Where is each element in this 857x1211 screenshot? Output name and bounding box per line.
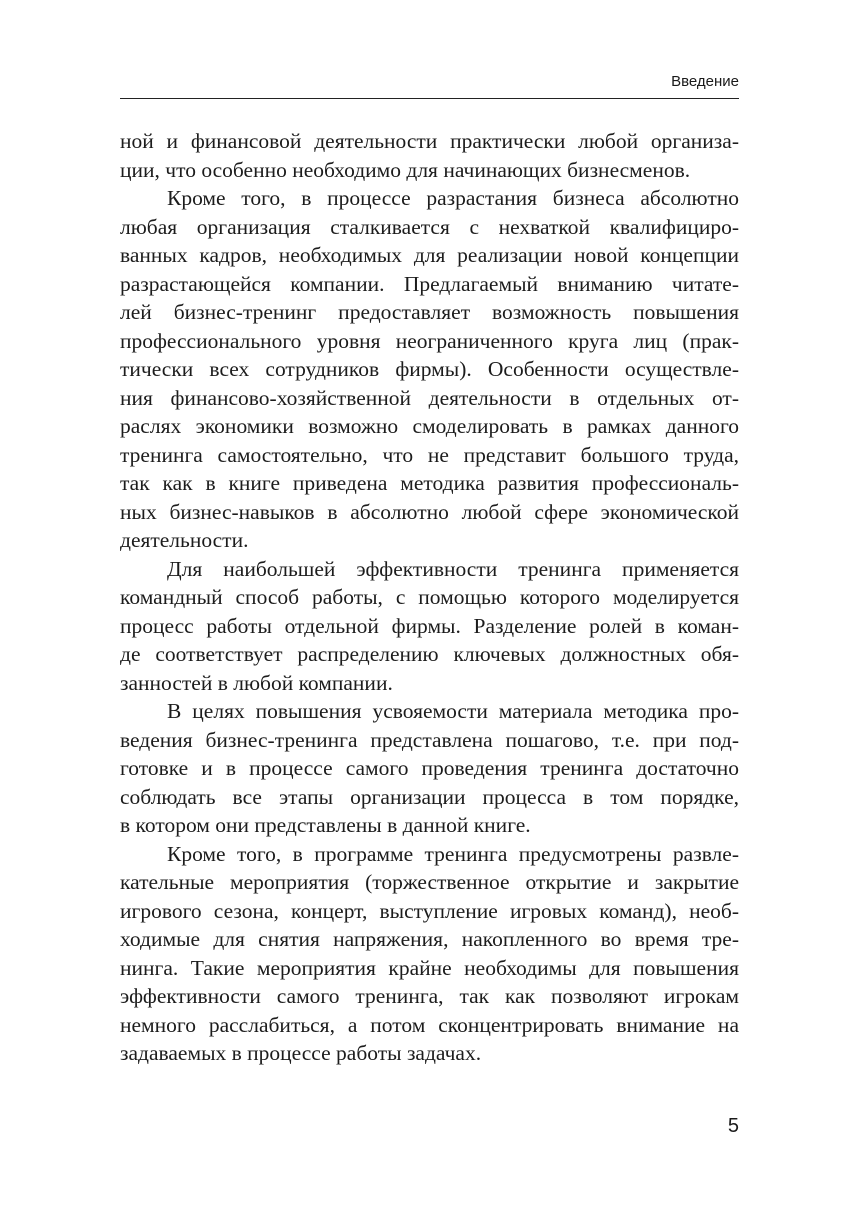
text-line: ведения бизнес-тренинга представлена пошагово, т.е. при под- xyxy=(120,727,739,752)
text-line: в котором они представлены в данной книге. xyxy=(120,813,531,837)
paragraph-5 xyxy=(120,840,739,1068)
paragraph-3 xyxy=(120,555,739,698)
text-line: лей бизнес-тренинг предоставляет возможность повышения xyxy=(120,300,739,324)
text-line: Кроме того, в процессе разрастания бизнеса абсолютно xyxy=(167,186,739,210)
text-line: Кроме того, в программе тренинга предусмотрены развле- xyxy=(167,841,739,866)
text-line: кательные мероприятия (торжественное открытие и закрытие xyxy=(120,870,739,894)
text-line: нинга. Такие мероприятия крайне необходимы для повышения xyxy=(120,955,739,980)
text-line: немного расслабиться, а потом сконцентрировать внимание на xyxy=(120,1012,739,1037)
text-line: так как в книге приведена методика развития профессиональ- xyxy=(120,471,739,495)
text-line: де соответствует распределению ключевых должностных обя- xyxy=(120,642,739,666)
text-line: соблюдать все этапы организации процесса в том порядке, xyxy=(120,784,739,809)
text-line: тренинга самостоятельно, что не представит большого труда, xyxy=(120,442,739,467)
body-text xyxy=(120,127,739,1068)
text-line: любая организация сталкивается с нехваткой квалифициро- xyxy=(120,214,739,239)
text-line: ной и финансовой деятельности практически любой организа- xyxy=(120,129,739,153)
text-line: ния финансово-хозяйственной деятельности в отдельных от- xyxy=(120,385,739,410)
text-line: раслях экономики возможно смоделировать в рамках данного xyxy=(120,414,739,438)
text-line: командный способ работы, с помощью которого моделируется xyxy=(120,585,739,609)
header-rule xyxy=(120,98,739,99)
text-line: тически всех сотрудников фирмы). Особенности осуществле- xyxy=(120,357,739,381)
text-line: готовке и в процессе самого проведения тренинга достаточно xyxy=(120,756,739,780)
text-line: ции, что особенно необходимо для начинающих бизнесменов. xyxy=(120,157,691,182)
text-line: игрового сезона, концерт, выступление игровых команд), необ- xyxy=(120,898,739,923)
text-line: Для наибольшей эффективности тренинга применяется xyxy=(167,556,739,581)
text-line: В целях повышения усвояемости материала методика про- xyxy=(167,699,739,723)
text-line: деятельности. xyxy=(120,528,249,552)
text-line: процесс работы отдельной фирмы. Разделение ролей в коман- xyxy=(120,613,739,638)
text-line: разрастающейся компании. Предлагаемый вниманию читате- xyxy=(120,271,739,296)
paragraph-1 xyxy=(120,127,739,184)
text-line: ванных кадров, необходимых для реализации новой концепции xyxy=(120,243,739,267)
text-line: эффективности самого тренинга, так как позволяют игрокам xyxy=(120,984,739,1008)
page-number: 5 xyxy=(727,1115,739,1137)
text-line: ходимые для снятия напряжения, накопленного во время тре- xyxy=(120,927,739,951)
text-line: ных бизнес-навыков в абсолютно любой сфере экономической xyxy=(120,499,739,524)
running-head-title: Введение xyxy=(671,73,739,90)
text-line: задаваемых в процессе работы задачах. xyxy=(120,1041,482,1065)
paragraph-4 xyxy=(120,697,739,840)
text-line: профессионального уровня неограниченного круга лиц (прак- xyxy=(120,328,739,353)
text-line: занностей в любой компании. xyxy=(120,670,393,695)
paragraph-2 xyxy=(120,184,739,555)
